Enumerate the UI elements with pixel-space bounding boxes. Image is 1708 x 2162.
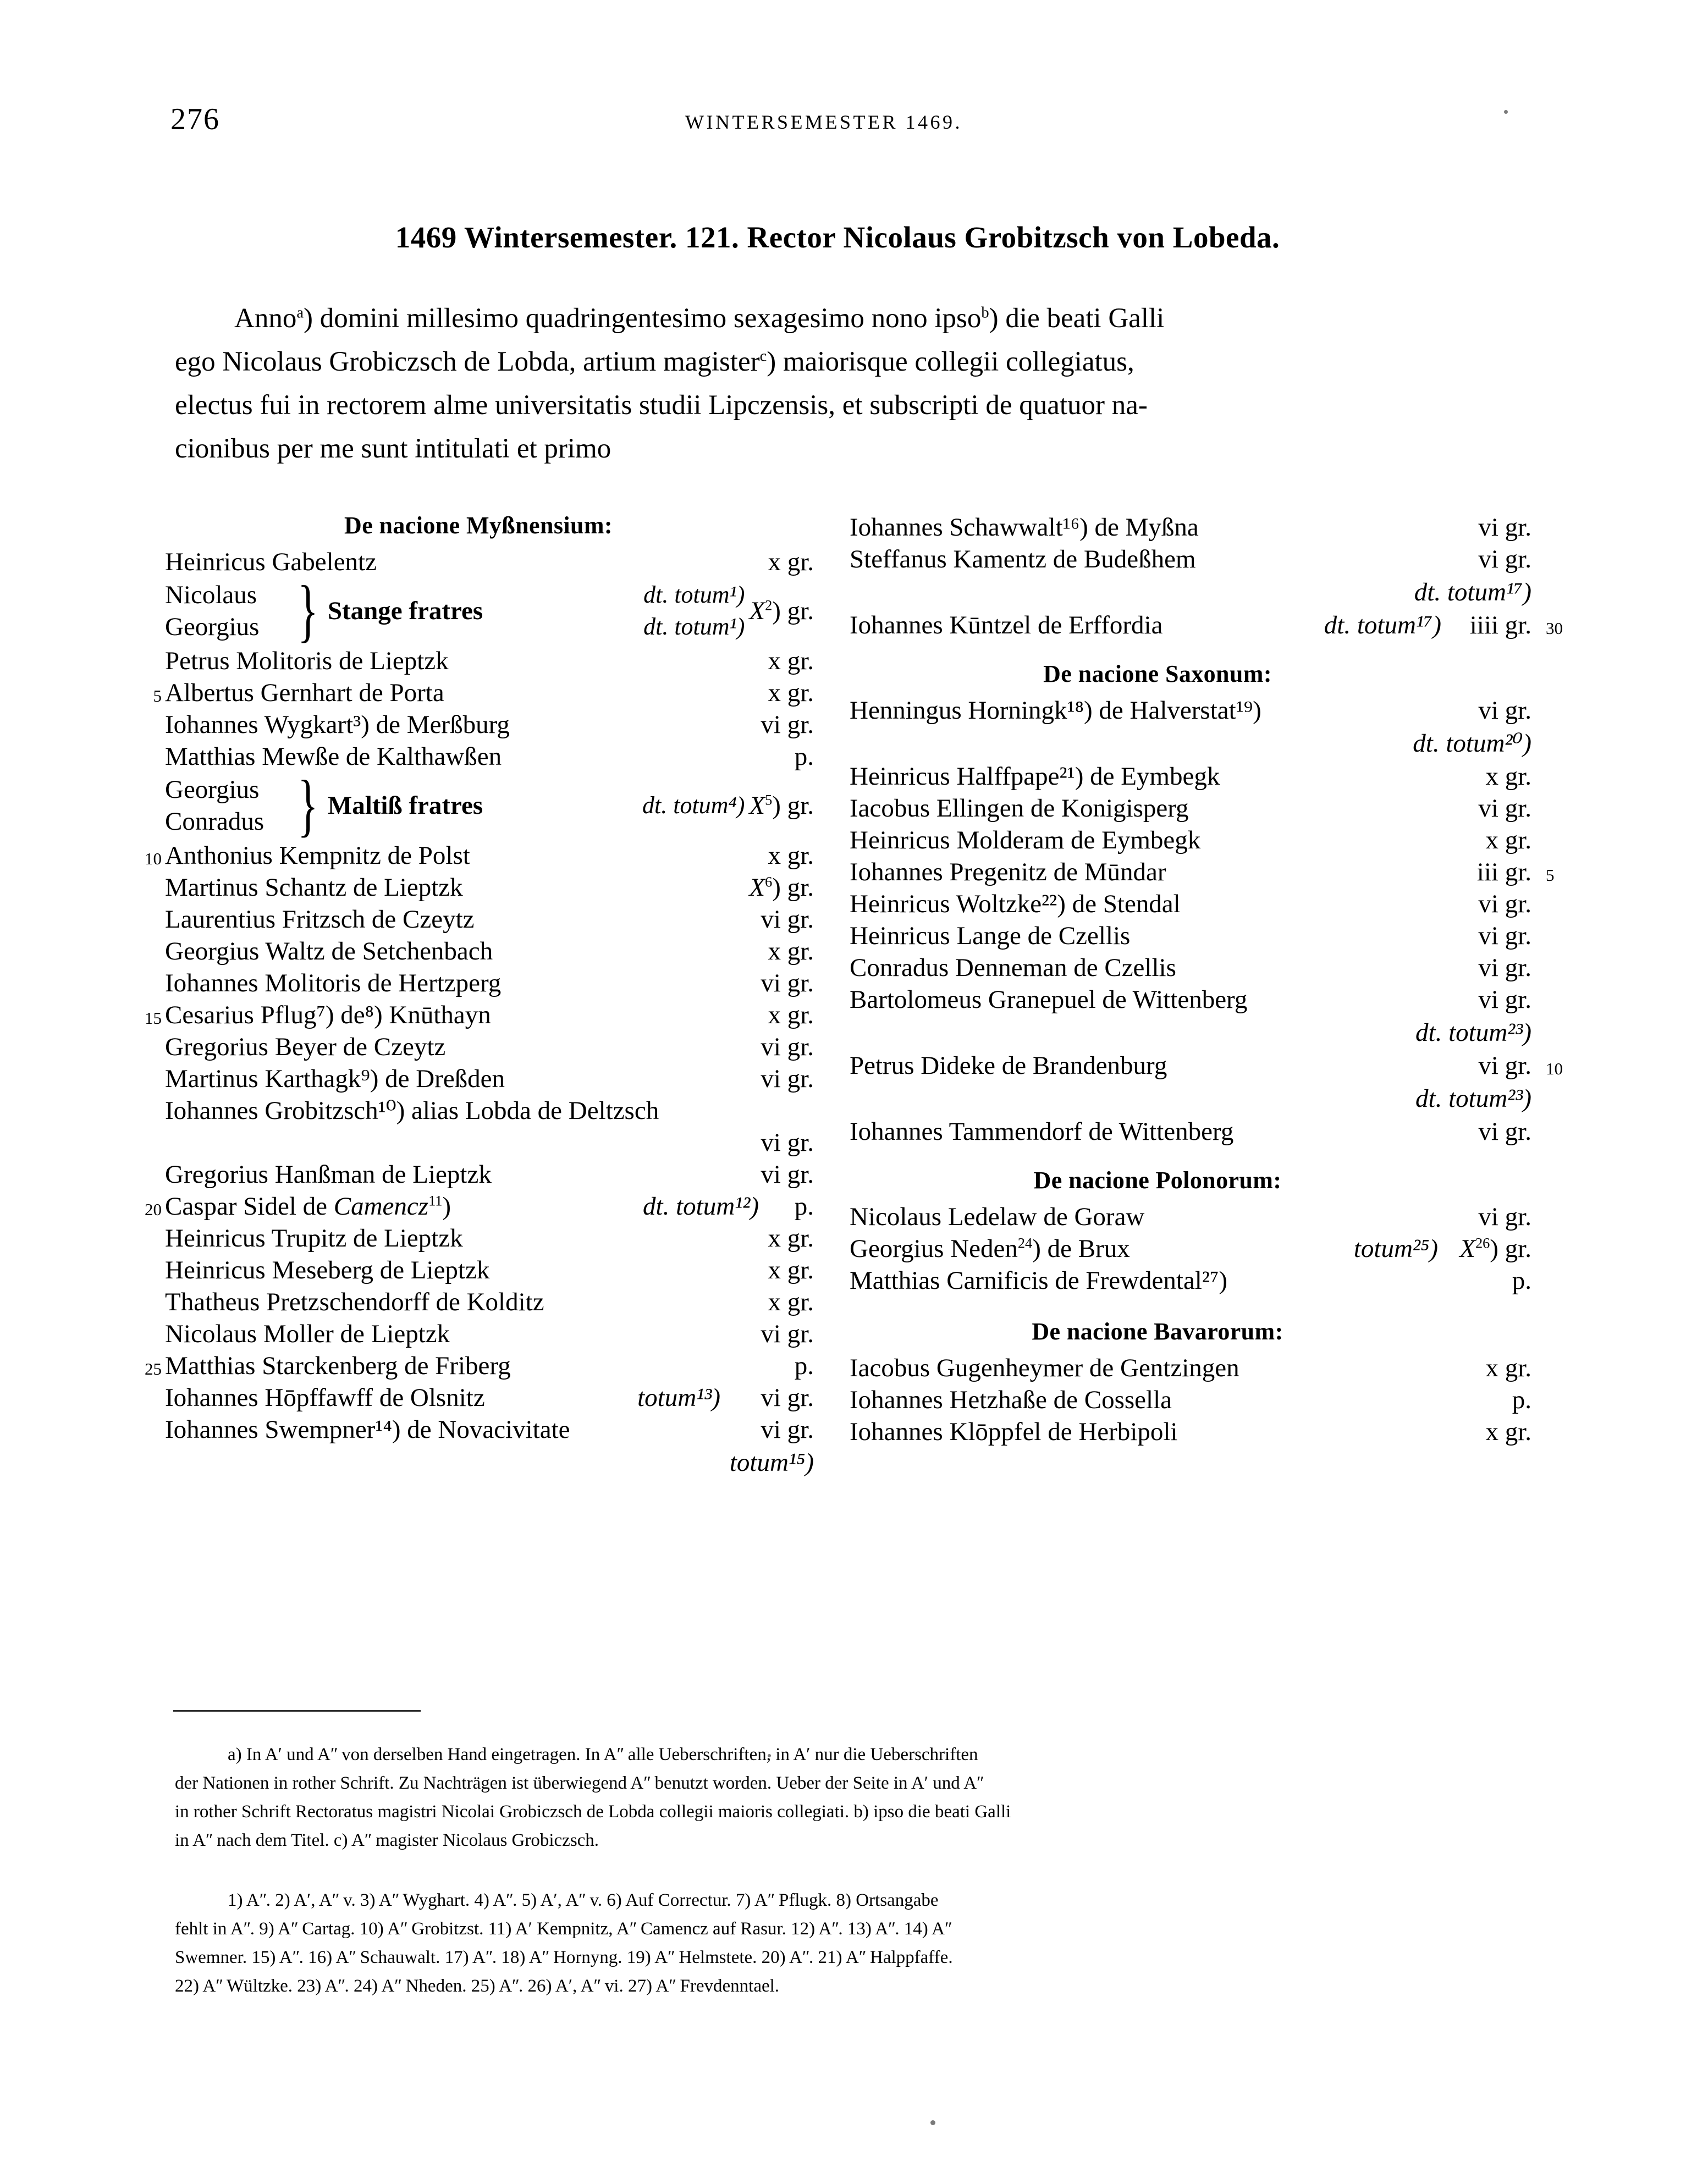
entry-row (850, 1384, 1531, 1416)
entry-note-line: dt. totum²³) (1415, 1084, 1531, 1113)
entry-row (850, 824, 1531, 856)
footnote-alpha-line-4: in Aʺ nach dem Titel. c) Aʺ magister Nicolaus Grobiczsch. (175, 1830, 599, 1850)
entry-row (165, 741, 814, 773)
section-heading-polonorum: De nacione Polonorum: (1033, 1167, 1282, 1194)
entry-row (145, 1350, 814, 1382)
entry-name: Matthias Mewße de Kalthawßen (165, 742, 502, 771)
entry-row (850, 888, 1531, 920)
line-number: 5 (1546, 865, 1555, 885)
brace-names (165, 579, 293, 643)
entry-row (850, 856, 1555, 888)
entry-name: Petrus Molitoris de Lieptzk (165, 647, 449, 675)
entry-row (850, 1050, 1563, 1082)
brace-label: Stange fratres (327, 597, 483, 625)
line-number: 5 (153, 686, 162, 705)
entry-name: Matthias Carnificis de Frewdental²⁷) (850, 1266, 1227, 1295)
entry-amount: p. (1512, 1386, 1531, 1414)
entry-amount: x gr. (768, 647, 814, 675)
entry-row (165, 1222, 814, 1254)
entry-amount: vi gr. (1478, 1117, 1531, 1146)
entry-name: Iohannes Schawwalt¹⁶) de Myßna (850, 513, 1199, 542)
entry-note: dt. totum¹⁷) (1324, 611, 1441, 639)
entry-amount: p. (794, 1192, 814, 1221)
entry-row (165, 872, 814, 903)
entry-amount: vi gr. (761, 1415, 814, 1444)
brace-icon: } (297, 572, 318, 649)
footnote-ref-c: c (759, 348, 767, 365)
entry-name: Iohannes Swempner¹⁴) de Novacivitate (165, 1415, 570, 1444)
brace-notes (643, 579, 745, 643)
entry-amount: vi gr. (1478, 985, 1531, 1014)
entry-row (145, 999, 814, 1031)
footnote-ref-a: a (296, 304, 304, 322)
entry-amount: $X^6$) gr. (749, 873, 814, 902)
entry-row (850, 543, 1531, 575)
entry-amount: vi gr. (1478, 513, 1531, 542)
entry-amount: x gr. (768, 1256, 814, 1284)
footnote-alpha-line-3: in rother Schrift Rectoratus magistri Nicolai Grobiczsch de Lobda collegii maioris collegiati. b) ipso die beati Galli (175, 1802, 1011, 1822)
entry-row (850, 1201, 1531, 1233)
entry-name: Iohannes Wygkart³) de Merßburg (165, 710, 510, 739)
line-number: 20 (145, 1200, 162, 1219)
entry-row (165, 935, 814, 967)
entry-amount: $X^{26}$) gr. (1459, 1234, 1531, 1263)
brace-names (165, 774, 293, 837)
footnotes-lettered (175, 1740, 1533, 1855)
intro-paragraph (175, 297, 1533, 471)
entry-name: Gregorius Hanßman de Lieptzk (165, 1160, 492, 1189)
entry-row (850, 760, 1531, 792)
intro-line-2: ego Nicolaus Grobiczsch de Lobda, artium magister$^c$) maiorisque collegii collegiatus, (175, 346, 1134, 377)
entry-amount: x gr. (768, 679, 814, 707)
entry-name: Georgius Waltz de Setchenbach (165, 937, 493, 966)
brace-name-1: Georgius (165, 775, 260, 804)
entry-row (850, 792, 1531, 824)
entry-name: Heinricus Gabelentz (165, 548, 377, 576)
entry-row (850, 984, 1531, 1016)
trailing-note: totum¹⁵) (729, 1448, 814, 1477)
entry-amount: x gr. (1485, 1354, 1531, 1382)
brace-note-2: dt. totum¹) (643, 613, 745, 640)
entry-amount: iiii gr. (1469, 611, 1531, 639)
brace-icon: } (297, 766, 318, 844)
brace-amount: $X^2$) gr. (749, 597, 814, 625)
entry-name: Petrus Dideke de Brandenburg (850, 1051, 1167, 1080)
entry-row (850, 1416, 1531, 1448)
footnotes-numbered (175, 1886, 1533, 2000)
entry-name: Albertus Gernhart de Porta (165, 679, 444, 707)
entry-row (165, 1254, 814, 1286)
entry-name: Iohannes Klōppfel de Herbipoli (850, 1418, 1178, 1446)
brace-group-stange (165, 572, 814, 649)
line-number: 10 (1546, 1059, 1563, 1078)
entry-amount: vi gr. (1478, 1203, 1531, 1231)
entry-note: totum²⁵) (1353, 1234, 1438, 1263)
entry-amount: x gr. (1485, 1418, 1531, 1446)
entry-name: Henningus Horningk¹⁸) de Halverstat¹⁹) (850, 696, 1261, 725)
entry-name: Cesarius Pflug⁷) de⁸) Knūthayn (165, 1001, 491, 1029)
entry-name: Gregorius Beyer de Czeytz (165, 1033, 446, 1061)
running-head (0, 102, 1708, 135)
entry-name: Iohannes Pregenitz de Mūndar (850, 858, 1166, 886)
entry-amount: vi gr. (1478, 696, 1531, 725)
section-heading-myssnensium: De nacione Myßnensium: (344, 512, 613, 539)
page-number: 276 (170, 102, 220, 136)
entry-row (850, 694, 1531, 726)
entry-row (145, 1190, 814, 1222)
entry-amount: x gr. (1485, 762, 1531, 791)
footnote-ref-b: b (981, 304, 989, 322)
entry-amount: vi gr. (761, 710, 814, 739)
entry-name: Iohannes Kūntzel de Erffordia (850, 611, 1163, 639)
entry-name: Martinus Karthagk⁹) de Dreßden (165, 1065, 505, 1093)
entry-name: Heinricus Lange de Czellis (850, 922, 1131, 950)
entry-name: Caspar Sidel de Camencz$^{11}$) (165, 1192, 451, 1221)
entry-row (165, 1414, 814, 1446)
entry-row (165, 903, 814, 935)
footnote-num-line-1: 1) Aʺ. 2) Aʹ, Aʺ v. 3) Aʺ Wyghart. 4) Aʺ. 5) Aʹ, Aʺ v. 6) Auf Correctur. 7) Aʺ Pflugk. 8) Ortsangabe (228, 1890, 939, 1910)
entry-amount: x gr. (1485, 826, 1531, 854)
entry-amount: vi gr. (1478, 794, 1531, 823)
entry-amount-continuation: vi gr. (761, 1128, 814, 1157)
entry-row (850, 609, 1563, 641)
entry-row (850, 1352, 1531, 1384)
entry-row (165, 1159, 814, 1190)
entry-name: Heinricus Woltzke²²) de Stendal (850, 890, 1181, 918)
entry-note-line: dt. totum¹⁷) (1414, 578, 1531, 606)
brace-note-1: dt. totum⁴) (642, 792, 745, 819)
entry-name: Nicolaus Ledelaw de Goraw (850, 1203, 1145, 1231)
running-title: WINTERSEMESTER 1469. (685, 111, 962, 133)
entry-name: Heinricus Meseberg de Lieptzk (165, 1256, 490, 1284)
entry-name: Bartolomeus Granepuel de Wittenberg (850, 985, 1248, 1014)
footnote-num-line-3: Swemner. 15) Aʺ. 16) Aʺ Schauwalt. 17) Aʺ. 18) Aʺ Hornyng. 19) Aʺ Helmstete. 20) Aʺ. 21) Aʺ Halppfaffe. (175, 1948, 953, 1967)
entry-name: Martinus Schantz de Lieptzk (165, 873, 463, 902)
entry-row (165, 645, 814, 677)
entry-amount: iii gr. (1476, 858, 1531, 886)
section-heading-saxonum: De nacione Saxonum: (1043, 660, 1272, 687)
brace-name-2: Georgius (165, 613, 260, 641)
entry-name: Heinricus Trupitz de Lieptzk (165, 1224, 463, 1253)
entry-note-line: dt. totum²⁰) (1413, 729, 1531, 758)
entry-amount: p. (1512, 1266, 1531, 1295)
entry-amount: vi gr. (1478, 922, 1531, 950)
footnote-num-line-4: 22) Aʺ Wültzke. 23) Aʺ. 24) Aʺ Nheden. 25) Aʺ. 26) Aʹ, Aʺ vi. 27) Aʺ Frevdenntael. (175, 1976, 780, 1996)
entry-name: Iacobus Ellingen de Konigisperg (850, 794, 1189, 823)
intro-line-1: Anno$^a$) domini millesimo quadringentesimo sexagesimo nono ipso$^b$) die beati Galli (234, 303, 1165, 334)
entry-amount: x gr. (768, 1288, 814, 1316)
intro-line-3: electus fui in rectorem alme universitatis studii Lipczensis, et subscripti de quatuor na- (175, 390, 1148, 421)
entry-name: Matthias Starckenberg de Friberg (165, 1352, 511, 1380)
line-number: 10 (145, 849, 162, 868)
brace-label: Maltiß fratres (327, 791, 483, 820)
entry-amount: vi gr. (761, 1033, 814, 1061)
line-number: 30 (1546, 619, 1563, 638)
entry-name: Conradus Denneman de Czellis (850, 953, 1176, 982)
entry-name: Iohannes Molitoris de Hertzperg (165, 969, 502, 997)
entry-name: Georgius Neden$^{24}$) de Brux (850, 1234, 1130, 1263)
brace-name-1: Nicolaus (165, 581, 257, 609)
entry-name: Iohannes Grobitzsch¹⁰) alias Lobda de Deltzsch (165, 1096, 659, 1125)
intro-line-4: cionibus per me sunt intitulati et primo (175, 433, 611, 464)
entry-row (165, 546, 814, 578)
scan-speck (1504, 110, 1508, 114)
right-column (850, 511, 1563, 1448)
entry-row (850, 1116, 1531, 1148)
brace-amount: $X^5$) gr. (749, 791, 814, 820)
entry-row (850, 920, 1531, 952)
brace-name-2: Conradus (165, 807, 265, 836)
entry-note: totum¹³) (637, 1383, 720, 1412)
scan-speck (930, 2120, 935, 2125)
entry-name: Iacobus Gugenheymer de Gentzingen (850, 1354, 1239, 1382)
entry-amount: x gr. (768, 548, 814, 576)
entry-amount: p. (794, 1352, 814, 1380)
entry-row (165, 709, 814, 741)
entry-amount: vi gr. (761, 1383, 814, 1412)
footnote-alpha-line-2: der Nationen in rother Schrift. Zu Nachträgen ist überwiegend Aʺ benutzt worden. Ueber der Seite in Aʹ und Aʺ (175, 1773, 984, 1793)
entry-row (850, 952, 1531, 984)
line-number: 25 (145, 1359, 162, 1378)
entry-row (165, 1286, 814, 1318)
entry-name: Anthonius Kempnitz de Polst (165, 841, 470, 870)
brace-notes (642, 790, 745, 821)
entry-amount: x gr. (768, 1224, 814, 1253)
entry-name: Laurentius Fritzsch de Czeytz (165, 905, 475, 934)
footnote-separator-rule (173, 1710, 421, 1712)
entry-amount: x gr. (768, 1001, 814, 1029)
entry-row (165, 1382, 814, 1414)
entry-amount: vi gr. (1478, 1051, 1531, 1080)
entry-row (165, 1031, 814, 1063)
entry-amount: vi gr. (761, 905, 814, 934)
entry-amount: vi gr. (761, 1160, 814, 1189)
line-number: 15 (145, 1008, 162, 1028)
entry-amount: vi gr. (761, 969, 814, 997)
entry-name: Iohannes Tammendorf de Wittenberg (850, 1117, 1234, 1146)
entry-row (145, 840, 814, 872)
left-column (145, 511, 814, 1480)
entry-name: Heinricus Molderam de Eymbegk (850, 826, 1201, 854)
entry-note-line: dt. totum²³) (1415, 1018, 1531, 1047)
entry-note: dt. totum¹²) (643, 1192, 759, 1221)
entry-name: Iohannes Hetzhaße de Cossella (850, 1386, 1172, 1414)
entry-name: Nicolaus Moller de Lieptzk (165, 1320, 450, 1348)
entry-amount: vi gr. (761, 1320, 814, 1348)
page-title: 1469 Wintersemester. 121. Rector Nicolaus Grobitzsch von Lobeda. (395, 220, 1280, 254)
section-heading-bavarorum: De nacione Bavarorum: (1032, 1318, 1283, 1345)
entry-row (165, 967, 814, 999)
entry-amount: x gr. (768, 937, 814, 966)
brace-note-1: dt. totum¹) (643, 581, 745, 608)
entry-name: Thatheus Pretzschendorff de Kolditz (165, 1288, 544, 1316)
entry-row (165, 1095, 814, 1127)
entry-amount: p. (794, 742, 814, 771)
entry-amount: vi gr. (1478, 545, 1531, 573)
footnote-alpha-line-1: a) In Aʹ und Aʺ von derselben Hand eingetragen. In Aʺ alle Ueberschriften, in Aʹ nur die Ueberschriften (228, 1745, 978, 1764)
entry-row (165, 1318, 814, 1350)
entry-row (850, 1265, 1531, 1297)
entry-name: Heinricus Halffpape²¹) de Eymbegk (850, 762, 1220, 791)
entry-row (165, 1063, 814, 1095)
entry-row (850, 1233, 1531, 1265)
entry-amount: vi gr. (1478, 953, 1531, 982)
entry-name: Iohannes Hōpffawff de Olsnitz (165, 1383, 485, 1412)
brace-group-maltiss (165, 766, 814, 844)
entry-row (153, 677, 814, 709)
entry-row (850, 511, 1531, 543)
entry-name: Steffanus Kamentz de Budeßhem (850, 545, 1196, 573)
footnote-num-line-2: fehlt in Aʺ. 9) Aʺ Cartag. 10) Aʺ Grobitzst. 11) Aʹ Kempnitz, Aʺ Camencz auf Rasur. 12) Aʺ. 13) Aʺ. 14) Aʺ (175, 1919, 952, 1939)
entry-amount: vi gr. (1478, 890, 1531, 918)
entry-amount: x gr. (768, 841, 814, 870)
entry-amount: vi gr. (761, 1065, 814, 1093)
